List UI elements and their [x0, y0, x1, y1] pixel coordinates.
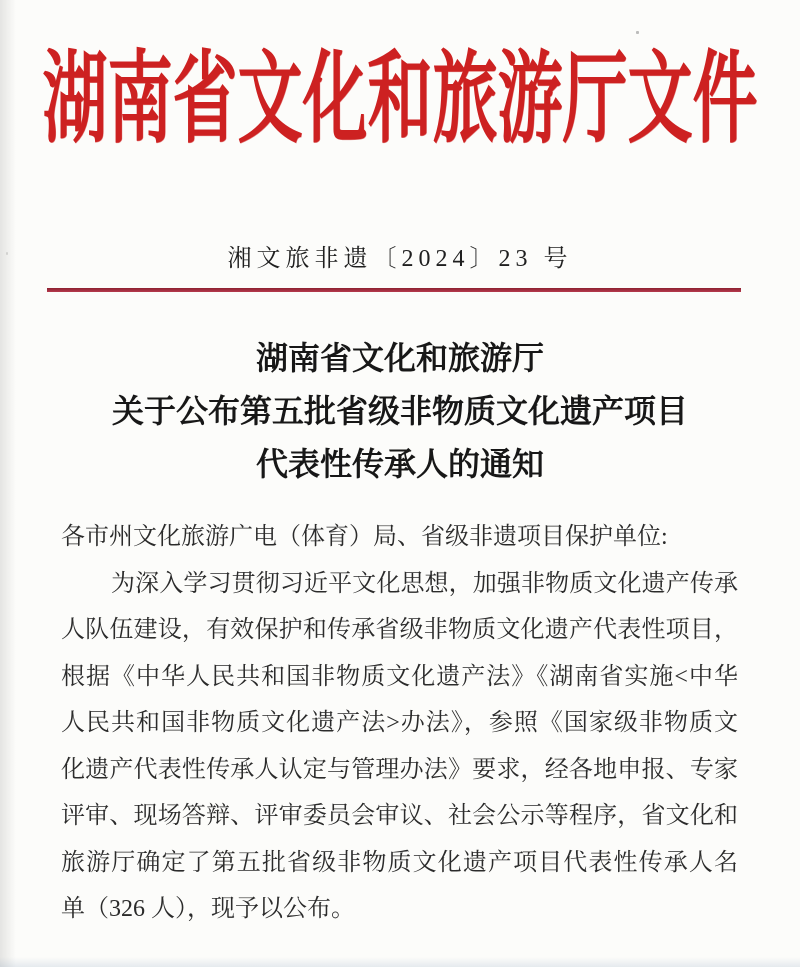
body-text-line: 为深入学习贯彻习近平文化思想，加强非物质文化遗产传承 — [111, 570, 738, 597]
body-paragraph — [61, 514, 738, 933]
scan-speck — [636, 31, 639, 34]
body-text-line: 根据《中华人民共和国非物质文化遗产法》《湖南省实施<中华 — [61, 663, 738, 690]
body-text-line: 人民共和国非物质文化遗产法>办法》，参照《国家级非物质文 — [61, 710, 738, 736]
notice-title-line: 湖南省文化和旅游厅 — [255, 340, 544, 376]
notice-title-line: 代表性传承人的通知 — [255, 446, 544, 482]
body-text-line: 人队伍建设，有效保护和传承省级非物质文化遗产代表性项目， — [61, 617, 738, 643]
masthead-container — [0, 44, 800, 155]
body-text-line: 化遗产代表性传承人认定与管理办法》要求，经各地申报、专家 — [61, 756, 738, 783]
salutation-line: 各市州文化旅游广电（体育）局、省级非遗项目保护单位: — [61, 524, 668, 550]
red-separator-line — [47, 288, 741, 292]
masthead-title: 湖南省文化和旅游厅文件 — [42, 44, 758, 155]
body-text-line: 评审、现场答辩、评审委员会审议、社会公示等程序，省文化和 — [61, 803, 738, 829]
body-text-line: 单（326 人），现予以公布。 — [61, 896, 355, 922]
scan-shadow-bottom — [0, 957, 800, 967]
body-text-line: 旅游厅确定了第五批省级非物质文化遗产项目代表性传承人名 — [61, 849, 738, 876]
notice-title-line: 关于公布第五批省级非物质文化遗产项目 — [111, 393, 688, 429]
notice-title — [0, 332, 800, 491]
document-number: 湘文旅非遗〔2024〕23 号 — [227, 246, 573, 272]
